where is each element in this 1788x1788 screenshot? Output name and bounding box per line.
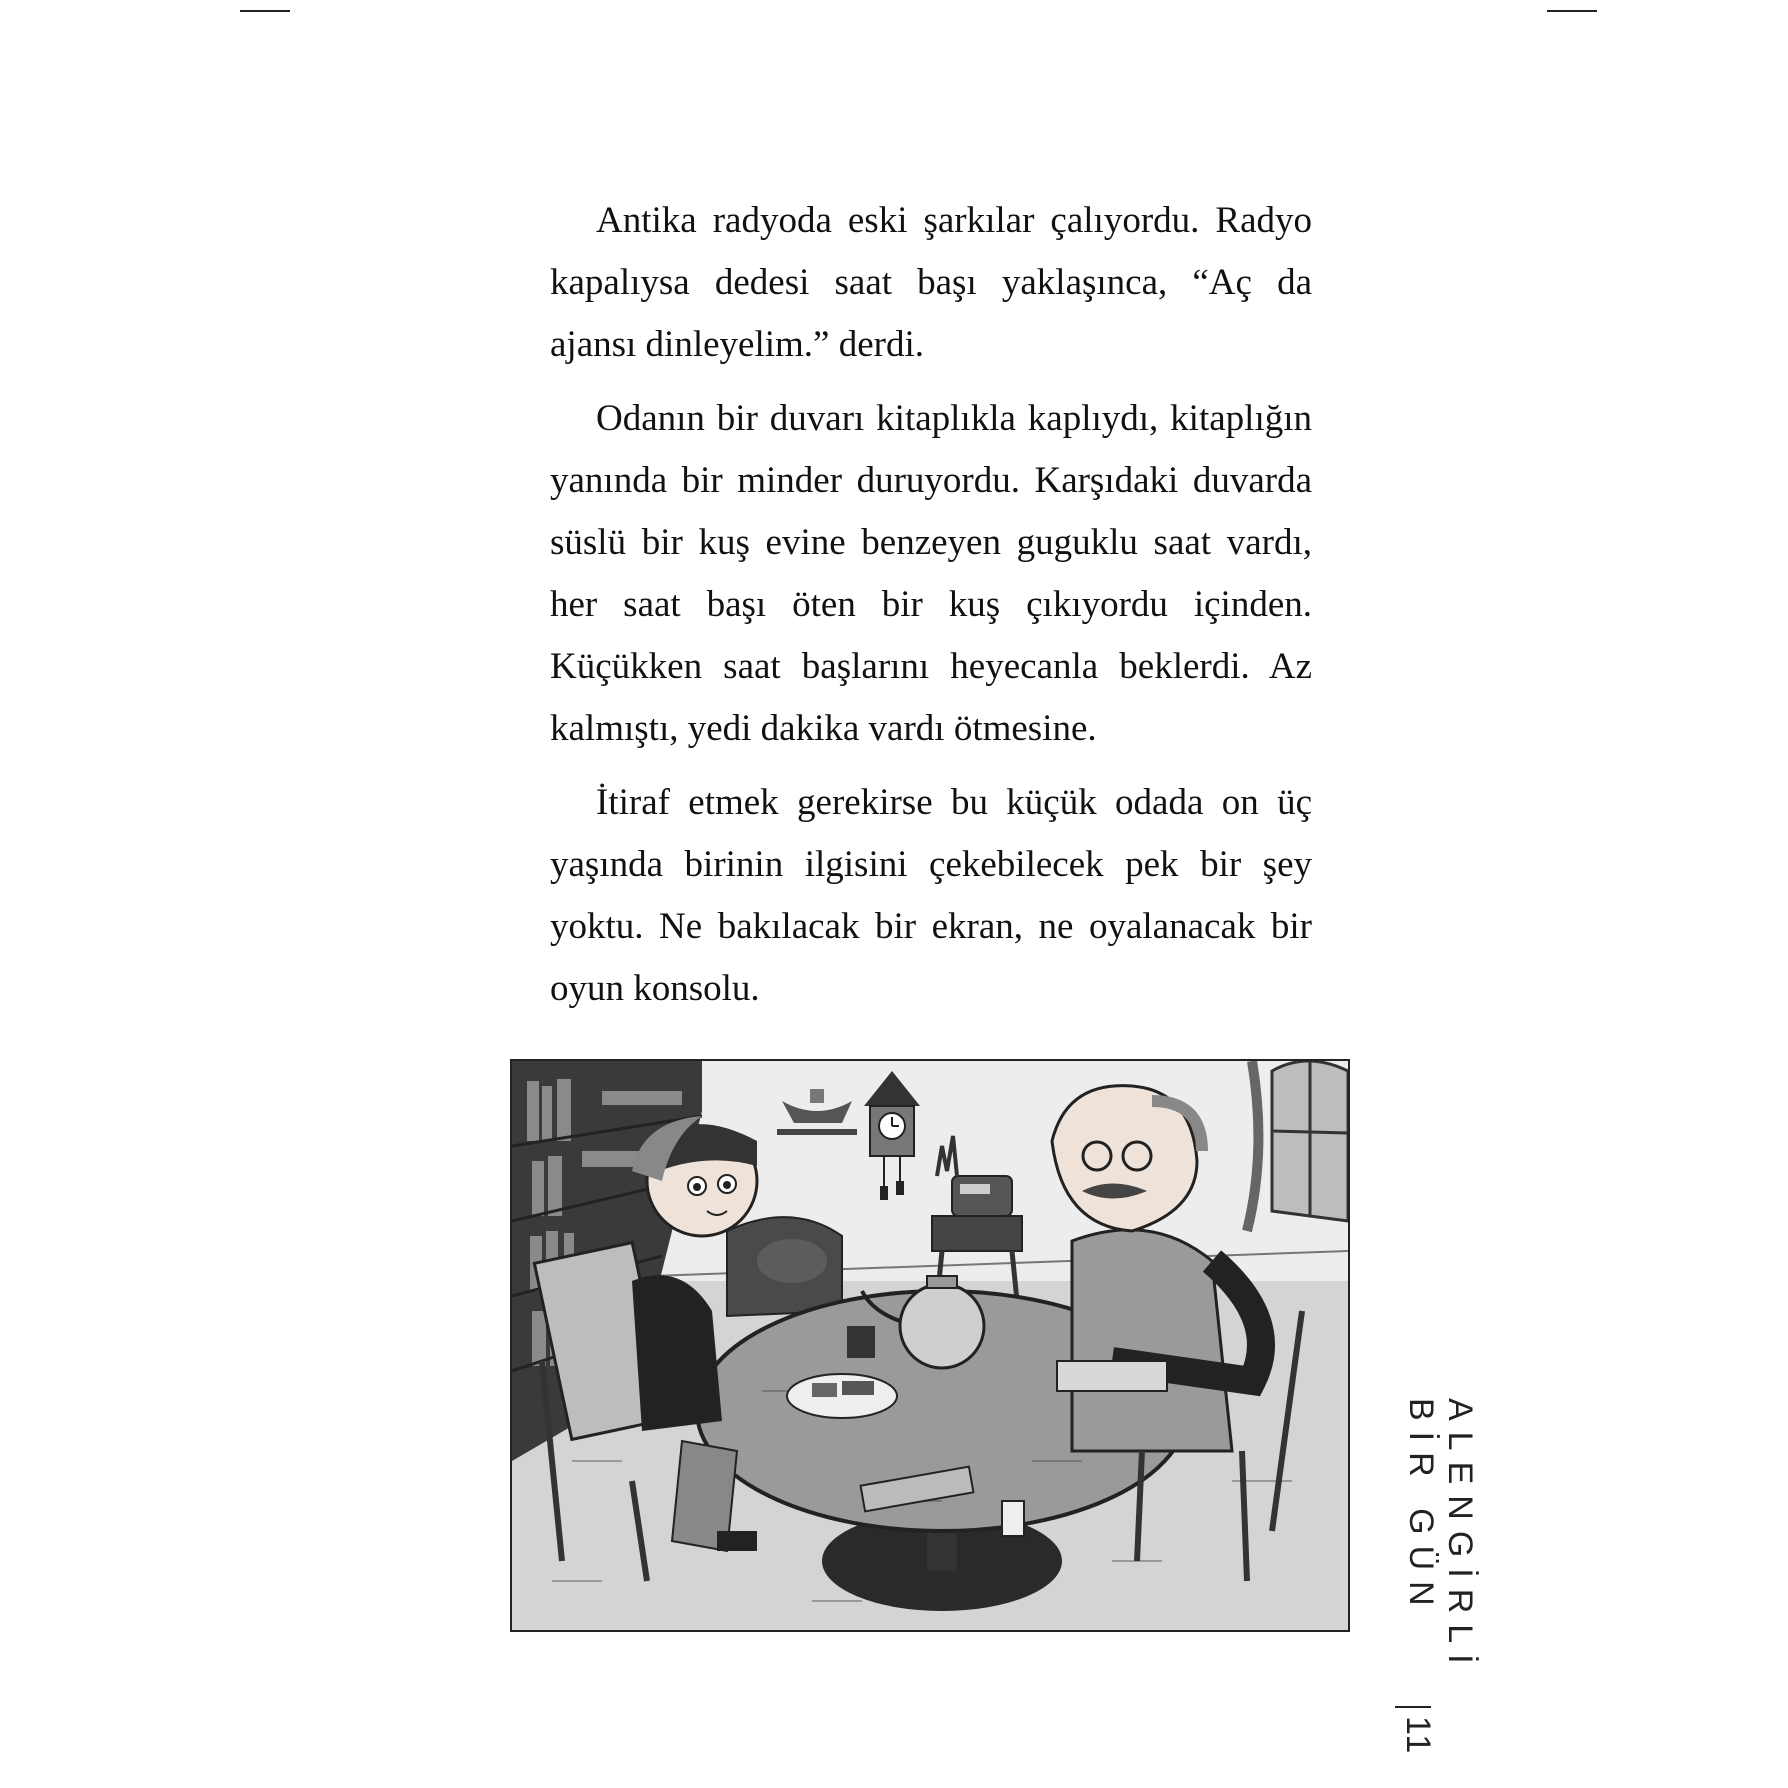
cushion xyxy=(727,1217,842,1316)
crop-mark-right xyxy=(1547,10,1597,12)
running-head xyxy=(1395,1398,1479,1756)
paragraph: İtiraf etmek gerekirse bu küçük odada on üç yaşında birinin ilgisini çekebilecek pek bir şey yoktu. Ne bakılacak bir ekran, ne oyalanacak bir oyun konsolu. xyxy=(550,782,1312,1009)
page-number: 11 xyxy=(1399,1716,1437,1756)
illustration-scene xyxy=(512,1061,1348,1630)
paragraph: Odanın bir duvarı kitaplıkla kaplıydı, kitaplığın yanında bir minder duruyordu. Karşıdaki duvarda süslü bir kuş evine benzeyen guguklu saat vardı, her saat başı öten bir kuş çıkıyordu içinden. Küçükken saat başlarını heyecanla beklerdi. Az kalmıştı, yedi dakika vardı ötmesine. xyxy=(550,398,1312,749)
body-text xyxy=(550,190,1312,1032)
crop-mark-left xyxy=(240,10,290,12)
illustration xyxy=(510,1059,1350,1632)
paragraph: Antika radyoda eski şarkılar çalıyordu. Radyo kapalıysa dedesi saat başı yaklaşınca, “Aç da ajansı dinleyelim.” derdi. xyxy=(550,200,1312,365)
running-title: ALENGİRLİ BİR GÜN xyxy=(1402,1398,1479,1675)
folio-divider xyxy=(1395,1706,1431,1708)
paper-strip xyxy=(1057,1361,1167,1391)
